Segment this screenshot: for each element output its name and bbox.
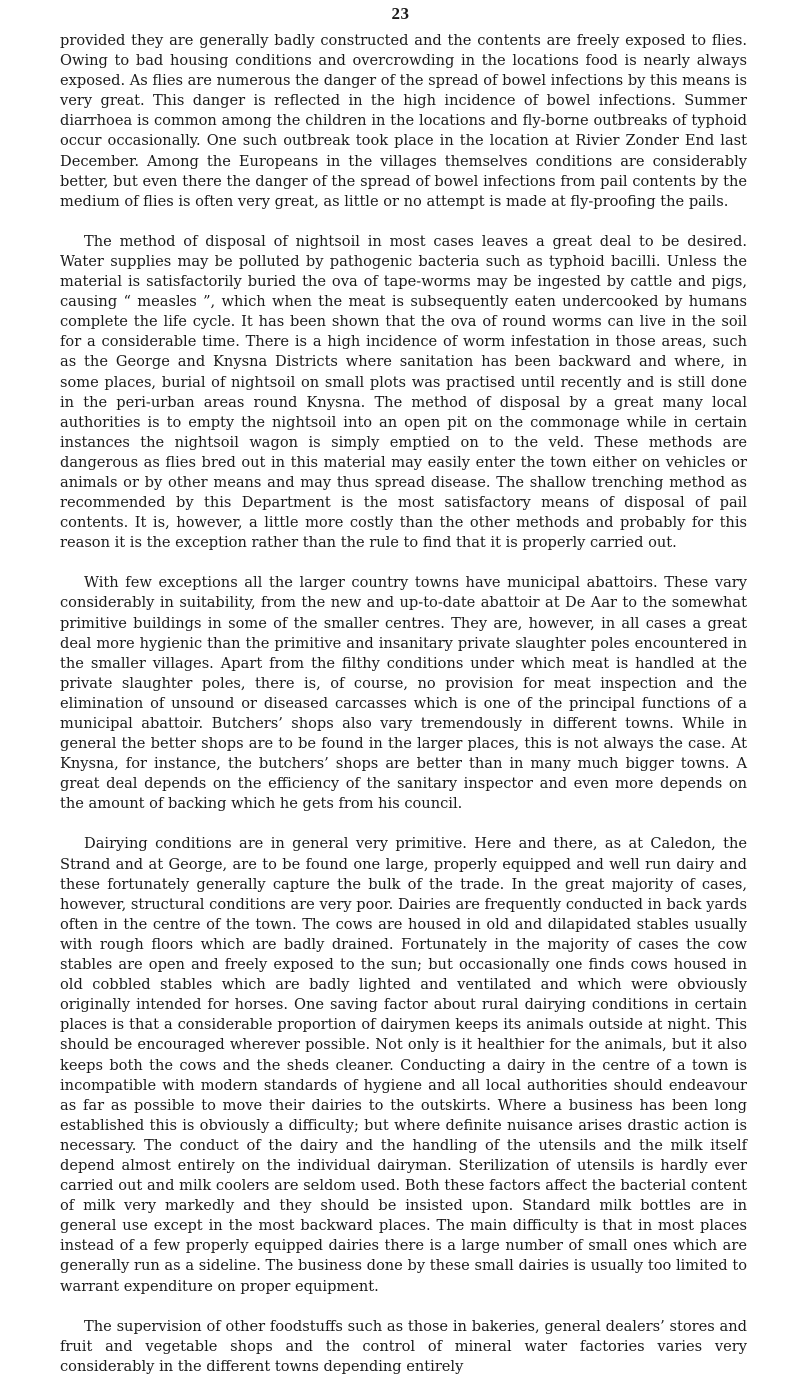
page-number: 23 (391, 4, 410, 23)
body-text (60, 31, 747, 1377)
paragraph-nightsoil-disposal: The method of disposal of nightsoil in most cases leaves a great deal to be desired. Water supplies may be polluted by pathogenic bacteria such as typhoid bacilli. Unless the material is satisfactorily buried the ova of tape-worms may be ingested by cattle and pigs, causing “ measles ”, which when the meat is subsequently eaten undercooked by humans complete the life cycle. It has been shown that the ova of round worms can live in the soil for a considerable time. There is a high incidence of worm infestation in those areas, such as the George and Knysna Districts where sanitation has been backward and where, in some places, burial of nightsoil on small plots was practised until recently and is still done in the peri-urban areas round Knysna. The method of disposal by a great many local authorities is to empty the nightsoil into an open pit on the commonage while in certain instances the nightsoil wagon is simply emptied on to the veld. These methods are dangerous as flies bred out in this material may easily enter the town either on vehicles or animals or by other means and may thus spread disease. The shallow trenching method as recommended by this Department is the most satisfactory means of disposal of pail contents. It is, however, a little more costly than the other methods and probably for this reason it is the exception rather than the rule to find that it is properly carried out. (60, 232, 747, 552)
paragraph-fly-exposure-continued: provided they are generally badly constructed and the contents are freely exposed to flies. Owing to bad housing conditions and overcrowding in the locations food is nearly always exposed. As flies are numerous the danger of the spread of bowel infections by this means is very great. This danger is reflected in the high incidence of bowel infections. Summer diarrhoea is common among the children in the locations and fly-borne outbreaks of typhoid occur occasionally. One such outbreak took place in the location at Rivier Zonder End last December. Among the Europeans in the villages themselves conditions are considerably better, but even there the danger of the spread of bowel infections from pail contents by the medium of flies is often very great, as little or no attempt is made at fly-proofing the pails. (60, 32, 747, 210)
paragraph-abattoirs: With few exceptions all the larger country towns have municipal abattoirs. These vary considerably in suitability, from the new and up-to-date abattoir at De Aar to the somewhat primitive buildings in some of the smaller centres. They are, however, in all cases a great deal more hygienic than the primitive and insanitary private slaughter poles encountered in the smaller villages. Apart from the filthy conditions under which meat is handled at the private slaughter poles, there is, of course, no provision for meat inspection and the elimination of unsound or diseased carcasses which is one of the principal functions of a municipal abattoir. Butchers’ shops also vary tremendously in different towns. While in general the better shops are to be found in the larger places, this is not always the case. At Knysna, for instance, the butchers’ shops are better than in many much bigger towns. A great deal depends on the efficiency of the sanitary inspector and even more depends on the amount of backing which he gets from his council. (60, 574, 747, 813)
paragraph-other-foodstuffs: The supervision of other foodstuffs such as those in bakeries, general dealers’ stores and fruit and vegetable shops and the control of mineral water factories varies very considerably in the different towns depending entirely (60, 1317, 747, 1375)
paragraph-dairying: Dairying conditions are in general very primitive. Here and there, as at Caledon, the Strand and at George, are to be found one large, properly equipped and well run dairy and these fortunately generally capture the bulk of the trade. In the great majority of cases, however, structural conditions are very poor. Dairies are frequently conducted in back yards often in the centre of the town. The cows are housed in old and dilapidated stables usually with rough floors which are badly drained. Fortunately in the majority of cases the cow stables are open and freely exposed to the sun; but occasionally one finds cows housed in old cobbled stables which are badly lighted and ventilated and which were obviously originally intended for horses. One saving factor about rural dairying conditions in certain places is that a considerable proportion of dairymen keeps its animals outside at night. This should be encouraged wherever possible. Not only is it healthier for the animals, but it also keeps both the cows and the sheds cleaner. Conducting a dairy in the centre of a town is incompatible with modern standards of hygiene and all local authorities should endeavour as far as possible to move their dairies to the outskirts. Where a business has been long established this is obviously a difficulty; but where definite nuisance arises drastic action is necessary. The conduct of the dairy and the handling of the utensils and the milk itself depend almost entirely on the individual dairyman. Sterilization of utensils is hardly ever carried out and milk coolers are seldom used. Both these factors affect the bacterial content of milk very markedly and they should be insisted upon. Standard milk bottles are in general use except in the most backward places. The main difficulty is that in most places instead of a few properly equipped dairies there is a large number of small ones which are generally run as a sideline. The business done by these small dairies is usually too limited to warrant expenditure on proper equipment. (60, 835, 747, 1295)
